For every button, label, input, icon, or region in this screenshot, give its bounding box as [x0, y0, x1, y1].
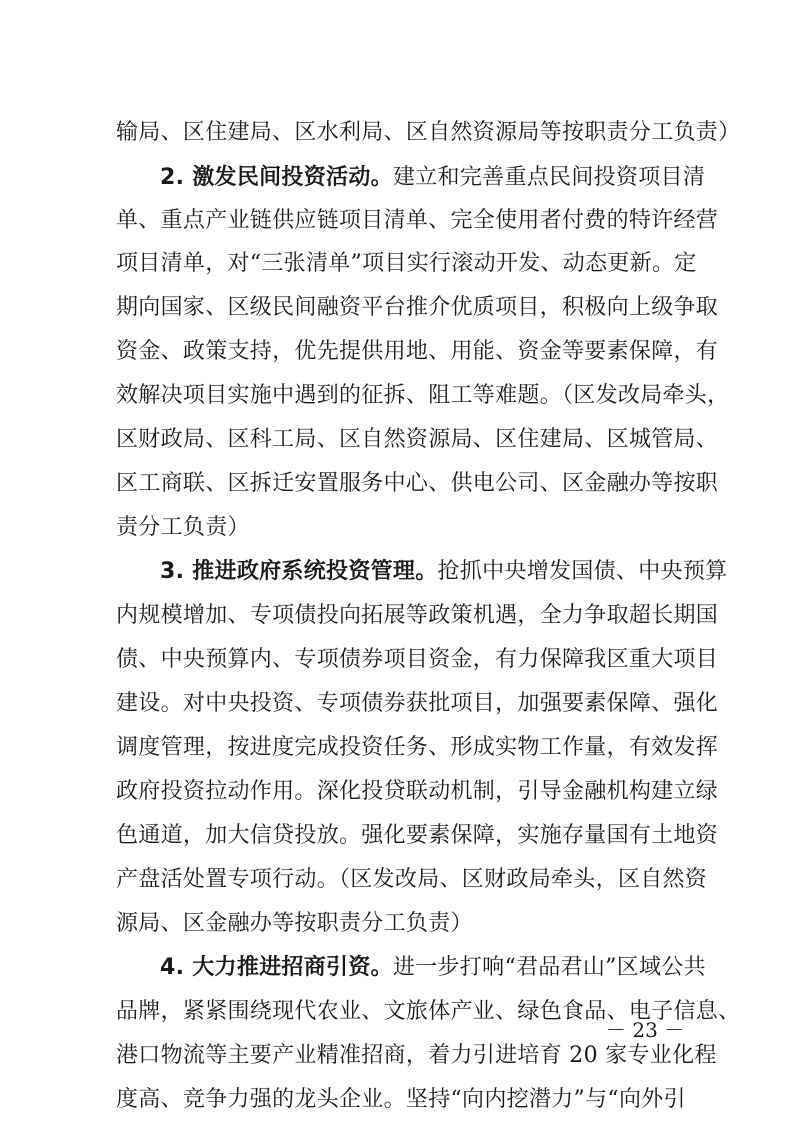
- text-line: 调度管理，按进度完成投资任务、形成实物工作量，有效发挥: [116, 735, 719, 760]
- text-line: 产盘活处置专项行动。（区发改局、区财政局牵头，区自然资: [116, 867, 708, 892]
- text-line: 政府投资拉动作用。深化投贷联动机制，引导金融机构建立绿: [116, 779, 719, 804]
- text-line: 输局、区住建局、区水利局、区自然资源局等按职责分工负责）: [116, 120, 741, 145]
- text-line: 效解决项目实施中遇到的征拆、阻工等难题。（区发改局牵头，: [116, 383, 730, 408]
- section-text: 建立和完善重点民间投资项目清: [392, 165, 706, 190]
- section-text: 抢抓中央增发国债、中央预算: [437, 559, 728, 584]
- section-heading-line: [160, 950, 706, 986]
- page-number: － 23 －: [606, 1018, 685, 1042]
- section-heading: 3. 推进政府系统投资管理。: [160, 559, 438, 584]
- section-heading: 4. 大力推进招商引资。: [160, 955, 393, 980]
- text-line: 单、重点产业链供应链项目清单、完全使用者付费的特许经营: [116, 208, 719, 233]
- text-line: 色通道，加大信贷投放。强化要素保障，实施存量国有土地资: [116, 823, 719, 848]
- text-line: 建设。对中央投资、专项债券获批项目，加强要素保障、强化: [116, 691, 719, 716]
- section-heading: 2. 激发民间投资活动。: [160, 165, 393, 190]
- text-line: 源局、区金融办等按职责分工负责）: [116, 911, 473, 936]
- text-line: 期向国家、区级民间融资平台推介优质项目，积极向上级争取: [116, 295, 719, 320]
- text-line: 品牌，紧紧围绕现代农业、文旅体产业、绿色食品、电子信息、: [116, 999, 741, 1024]
- text-line: 度高、竞争力强的龙头企业。坚持“向内挖潜力”与“向外引: [116, 1087, 686, 1112]
- section-heading-line: [160, 160, 706, 196]
- text-line: 责分工负责）: [116, 515, 250, 540]
- text-line: 资金、政策支持，优先提供用地、用能、资金等要素保障，有: [116, 339, 719, 364]
- text-line: 港口物流等主要产业精准招商，着力引进培育 20 家专业化程: [116, 1043, 717, 1068]
- text-line: 内规模增加、专项债投向拓展等政策机遇，全力争取超长期国: [116, 603, 719, 628]
- text-line: 区财政局、区科工局、区自然资源局、区住建局、区城管局、: [116, 427, 719, 452]
- text-line: 项目清单，对“三张清单”项目实行滚动开发、动态更新。定: [116, 251, 697, 276]
- section-text: 进一步打响“君品君山”区域公共: [392, 955, 706, 980]
- text-line: 债、中央预算内、专项债券项目资金，有力保障我区重大项目: [116, 647, 719, 672]
- section-heading-line: [160, 554, 728, 590]
- text-line: 区工商联、区拆迁安置服务中心、供电公司、区金融办等按职: [116, 471, 719, 496]
